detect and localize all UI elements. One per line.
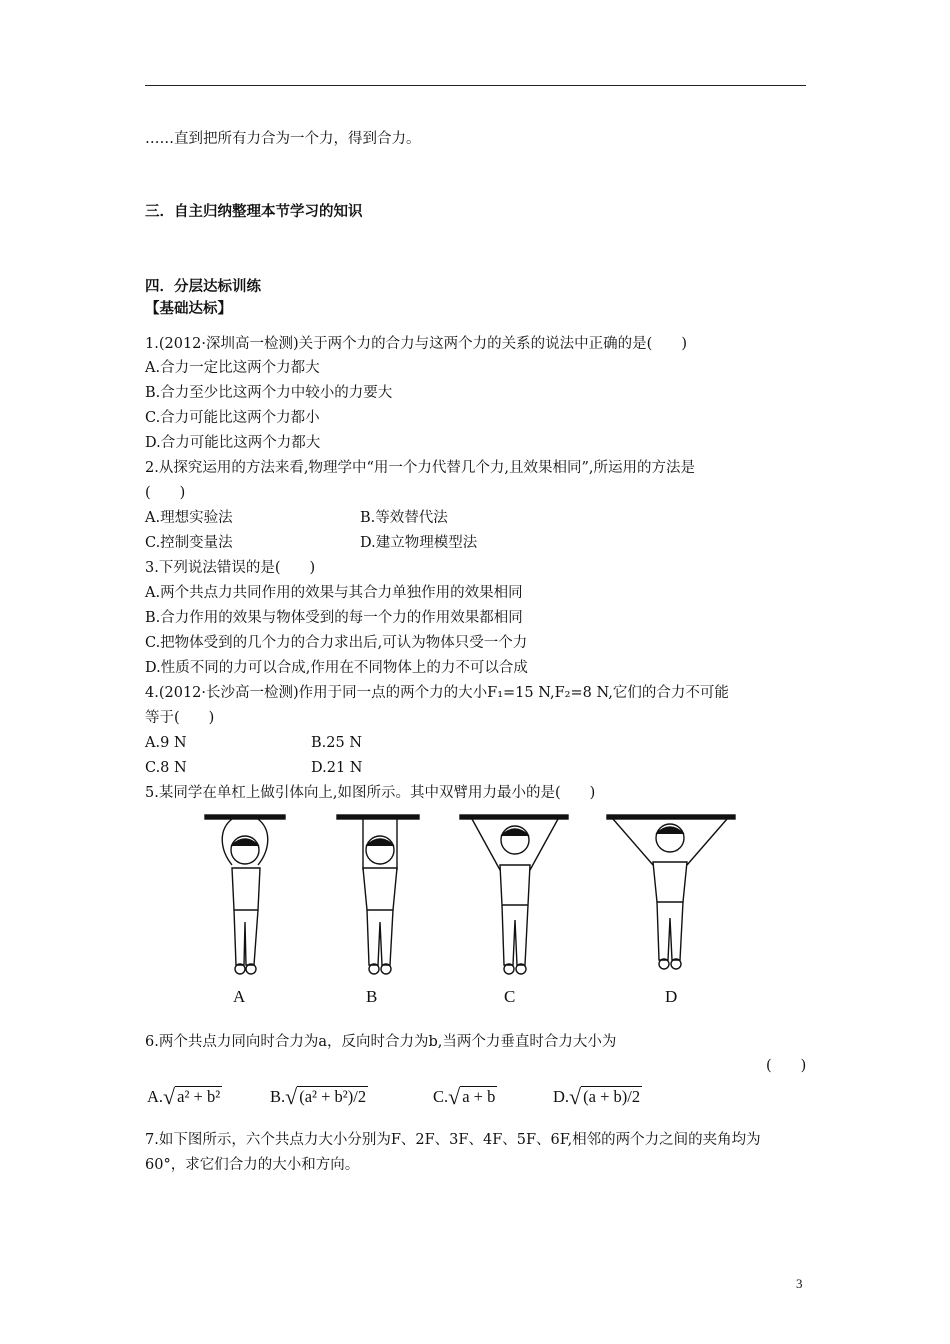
q2-stem-cont: ( ) xyxy=(145,485,186,501)
figure-d xyxy=(607,815,735,969)
q3-stem: 3.下列说法错误的是( ) xyxy=(145,560,316,576)
q1-stem: 1.(2012·深圳高一检测)关于两个力的合力与这两个力的关系的说法中正确的是( ) xyxy=(145,336,687,352)
q2-option: A.理想实验法 xyxy=(145,510,233,526)
q6-option-d xyxy=(553,1086,642,1108)
q6-option-c xyxy=(433,1086,497,1108)
q3-option: B.合力作用的效果与物体受到的每一个力的作用效果都相同 xyxy=(145,610,523,626)
sqrt: √ (a² + b²)/2 xyxy=(285,1084,367,1109)
option-prefix: D. xyxy=(553,1087,570,1106)
q4-option: B.25 N xyxy=(311,735,363,751)
figure-a xyxy=(205,815,285,974)
q2-option: D.建立物理模型法 xyxy=(360,535,478,551)
radicand: a² + b² xyxy=(177,1087,221,1106)
header-rule xyxy=(145,85,806,86)
figure-label-c: C xyxy=(504,987,516,1006)
q1-option: D.合力可能比这两个力都大 xyxy=(145,435,321,451)
figure-b xyxy=(337,815,419,974)
radicand: a + b xyxy=(462,1087,496,1106)
section3-title: 三．自主归纳整理本节学习的知识 xyxy=(145,203,363,220)
figure-c xyxy=(460,815,568,974)
option-prefix: A. xyxy=(147,1087,164,1106)
option-prefix: C. xyxy=(433,1087,449,1106)
q7-stem: 7.如下图所示，六个共点力大小分别为F、2F、3F、4F、5F、6F,相邻的两个力之间的夹角均为 xyxy=(145,1132,761,1148)
sqrt: √ a² + b² xyxy=(163,1084,221,1109)
radicand: (a² + b²)/2 xyxy=(299,1087,367,1106)
q3-option: D.性质不同的力可以合成,作用在不同物体上的力不可以合成 xyxy=(145,660,528,676)
q1-option: B.合力至少比这两个力中较小的力要大 xyxy=(145,385,393,401)
intro-line: ……直到把所有力合为一个力，得到合力。 xyxy=(145,131,421,147)
q7-stem-cont: 60°，求它们合力的大小和方向。 xyxy=(145,1157,360,1173)
q6-stem: 6.两个共点力同向时合力为a，反向时合力为b,当两个力垂直时合力大小为 xyxy=(145,1034,617,1050)
q4-option: A.9 N xyxy=(145,735,187,751)
page-number: 3 xyxy=(796,1276,803,1291)
q2-option: C.控制变量法 xyxy=(145,535,233,551)
figure-label-b: B xyxy=(366,987,378,1006)
q4-option: D.21 N xyxy=(311,760,363,776)
q4-stem: 4.(2012·长沙高一检测)作用于同一点的两个力的大小F₁=15 N,F₂=8 N,它们的合力不可能 xyxy=(145,685,729,701)
q4-option: C.8 N xyxy=(145,760,187,776)
q1-option: C.合力可能比这两个力都小 xyxy=(145,410,320,426)
q6-option-a xyxy=(147,1086,222,1108)
q3-option: C.把物体受到的几个力的合力求出后,可认为物体只受一个力 xyxy=(145,635,528,651)
option-prefix: B. xyxy=(270,1087,286,1106)
subsection-title: 【基础达标】 xyxy=(145,300,232,317)
figure-label-a: A xyxy=(233,987,246,1006)
q1-option: A.合力一定比这两个力都大 xyxy=(145,360,320,376)
radicand: (a + b)/2 xyxy=(583,1087,641,1106)
pull-up-figure xyxy=(195,810,755,1015)
q3-option: A.两个共点力共同作用的效果与其合力单独作用的效果相同 xyxy=(145,585,523,601)
q4-stem-cont: 等于( ) xyxy=(145,710,215,726)
sqrt: √ a + b xyxy=(448,1084,496,1109)
figure-label-d: D xyxy=(665,987,678,1006)
section4-title: 四．分层达标训练 xyxy=(145,278,261,295)
q6-option-b xyxy=(270,1086,368,1108)
sqrt: √ (a + b)/2 xyxy=(569,1084,641,1109)
q5-stem: 5.某同学在单杠上做引体向上,如图所示。其中双臂用力最小的是( ) xyxy=(145,785,596,801)
q6-answer-paren: ( ) xyxy=(766,1058,807,1074)
q2-stem: 2.从探究运用的方法来看,物理学中“用一个力代替几个力,且效果相同”,所运用的方法是 xyxy=(145,460,695,476)
q2-option: B.等效替代法 xyxy=(360,510,448,526)
pull-up-illustration xyxy=(195,810,755,985)
